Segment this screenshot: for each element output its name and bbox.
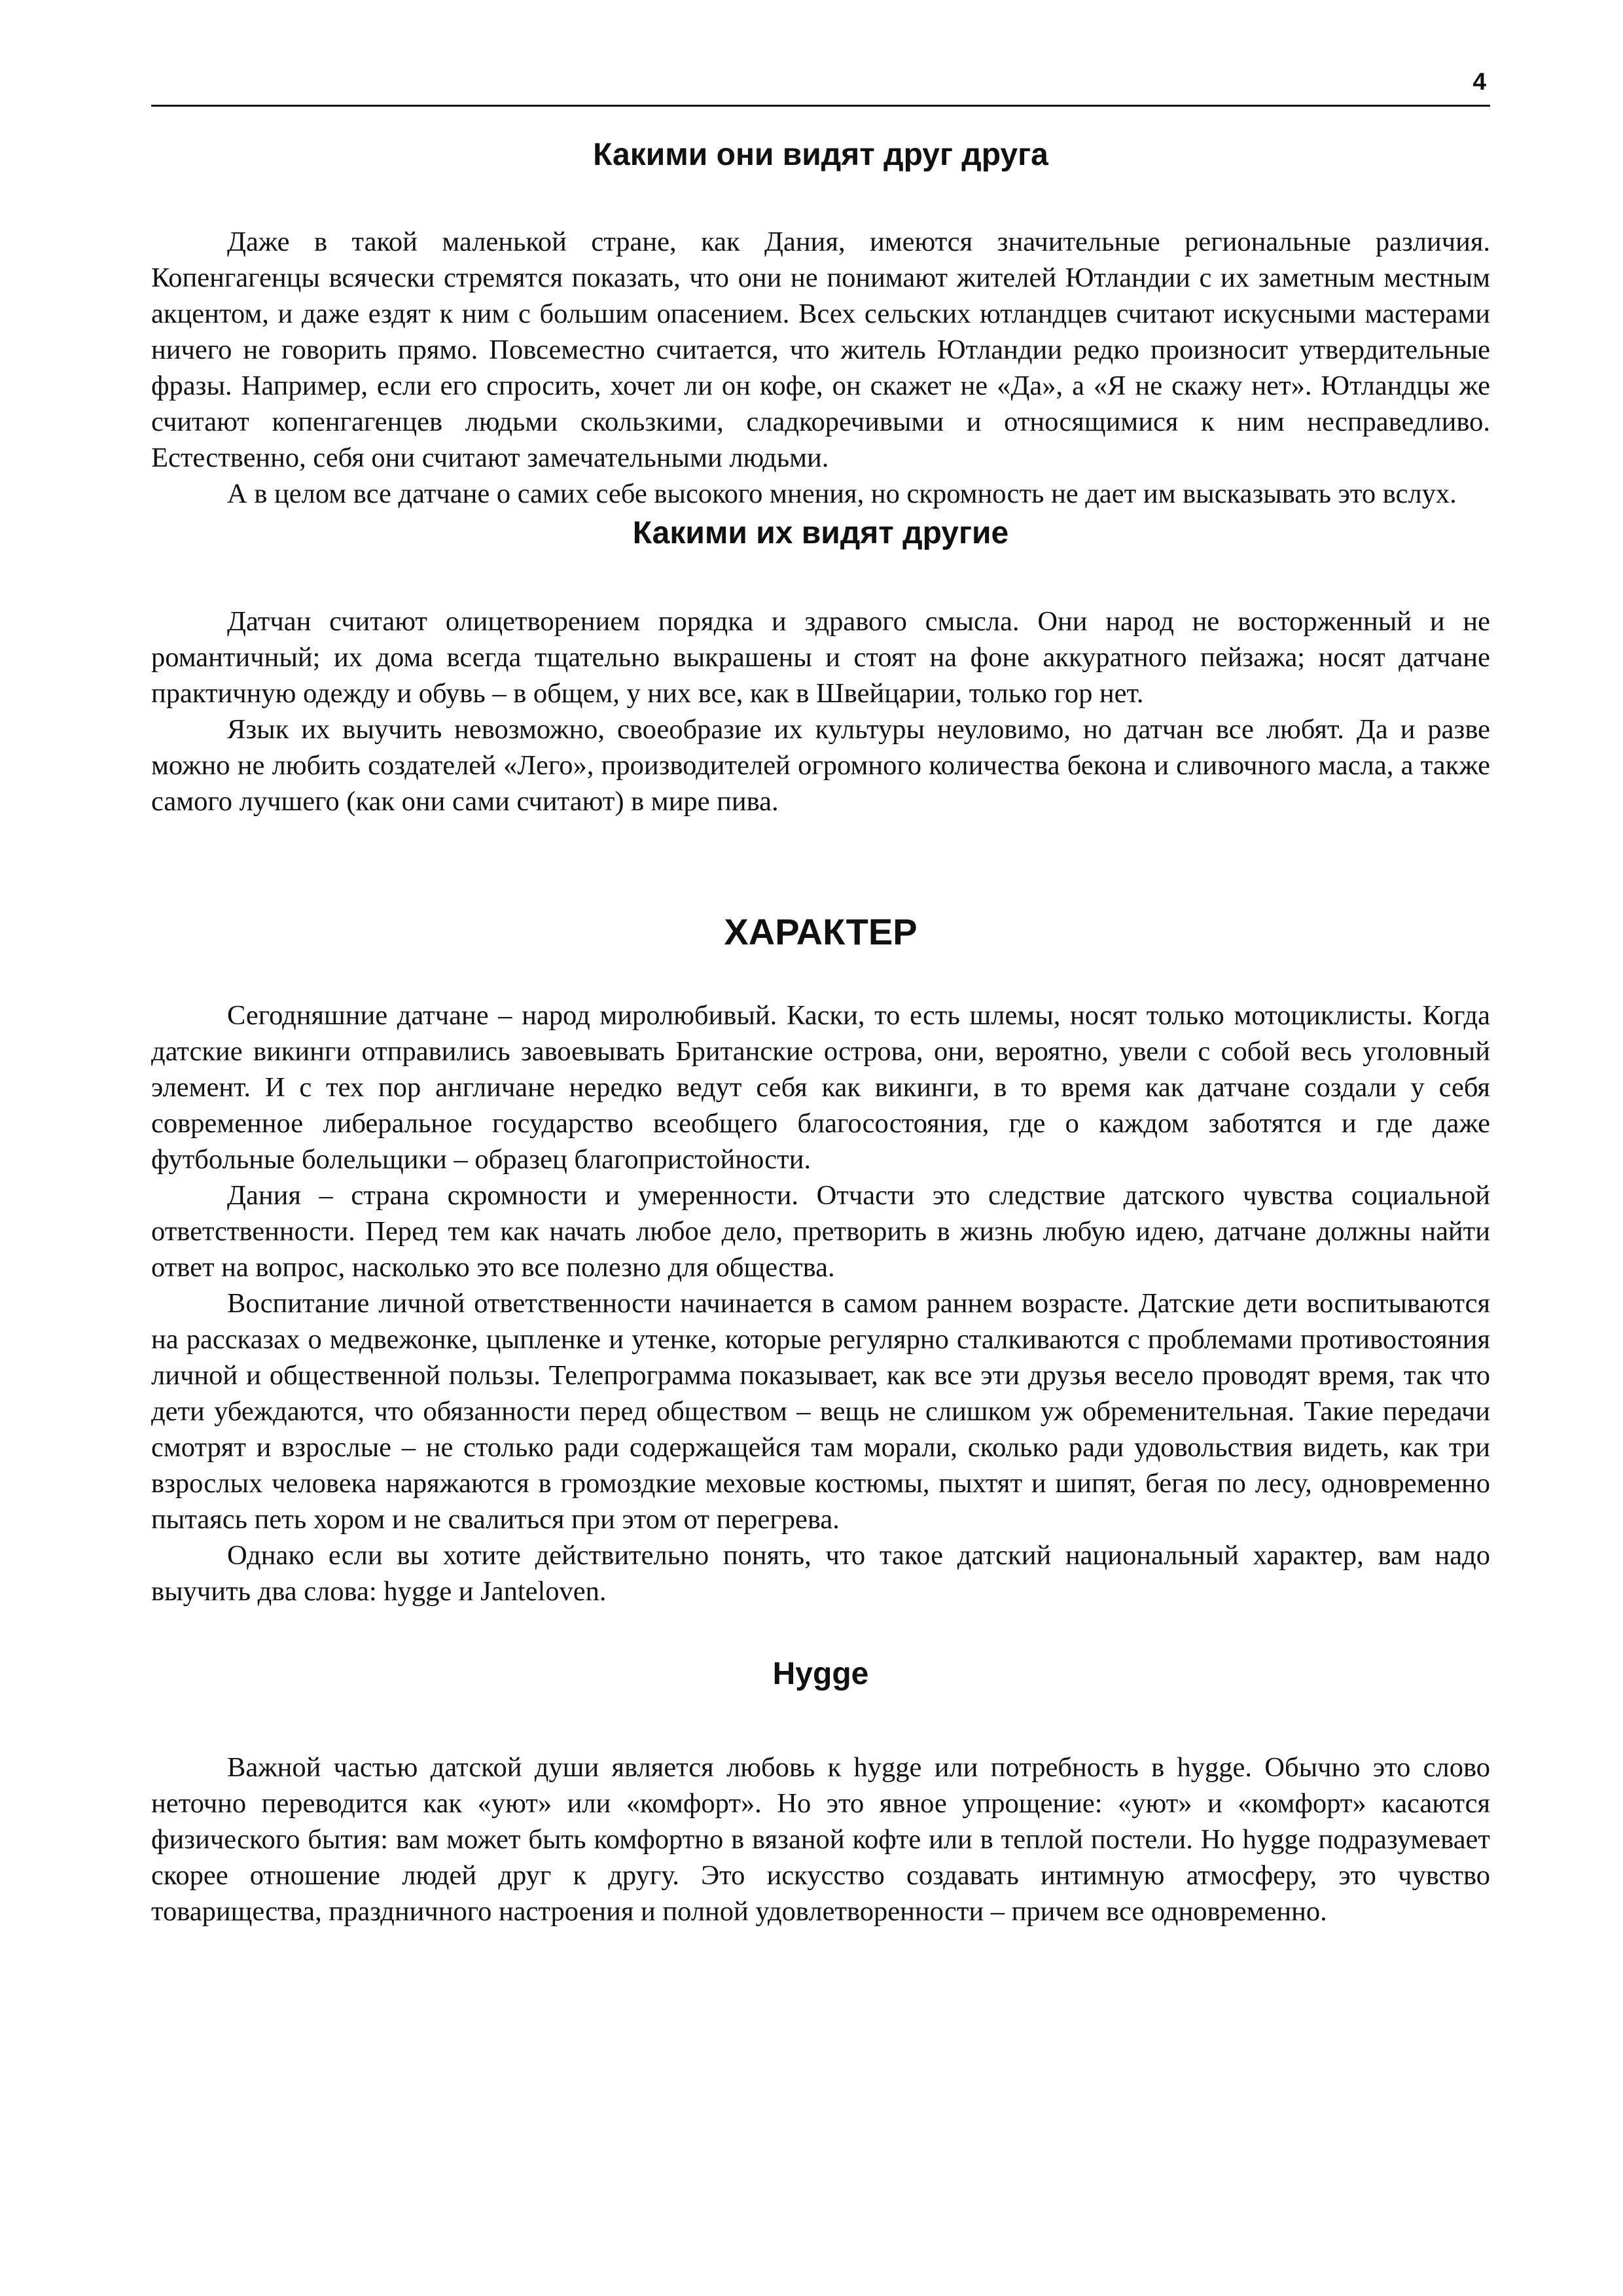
paragraph: Однако если вы хотите действительно понять, что такое датский национальный характер, вам надо выучить два слова: hygge и Janteloven.	[151, 1540, 1490, 1607]
paragraph: Сегодняшние датчане – народ миролюбивый. Каски, то есть шлемы, носят только мотоциклисты. Когда датские викинги отправились завоевывать Британские острова, они, вероятно, увели с собой весь уголовный элемент. И с тех пор англичане нередко ведут себя как викинги, в то время как датчане создали у себя современное либеральное государство всеобщего благосостояния, где о каждом заботятся и где даже футбольные болельщики – образец благопристойности.	[151, 1000, 1490, 1175]
section-heading: Hygge	[772, 1657, 869, 1692]
page-content	[151, 136, 1490, 1929]
paragraph: Датчан считают олицетворением порядка и здравого смысла. Они народ не восторженный и не романтичный; их дома всегда тщательно выкрашены и стоят на фоне аккуратного пейзажа; носят датчане практичную одежду и обувь – в общем, у них все, как в Швейцарии, только гор нет.	[151, 606, 1490, 709]
paragraph: Дания – страна скромности и умеренности. Отчасти это следствие датского чувства социальной ответственности. Перед тем как начать любое дело, претворить в жизнь любую идею, датчане должны найти ответ на вопрос, насколько это все полезно для общества.	[151, 1180, 1490, 1283]
paragraph: А в целом все датчане о самих себе высокого мнения, но скромность не дает им высказывать это вслух.	[227, 478, 1457, 509]
header-rule	[151, 105, 1490, 107]
section-heading: Какими они видят друг друга	[593, 137, 1048, 172]
paragraph: Важной частью датской души является любовь к hygge или потребность в hygge. Обычно это слово неточно переводится как «уют» или «комфорт». Но это явное упрощение: «уют» и «комфорт» касаются физического бытия: вам может быть комфортно в вязаной кофте или в теплой постели. Но hygge подразумевает скорее отношение людей друг к другу. Это искусство создавать интимную атмосферу, это чувство товарищества, праздничного настроения и полной удовлетворенности – причем все одновременно.	[151, 1751, 1490, 1927]
paragraph: Даже в такой маленькой стране, как Дания, имеются значительные региональные различия. Копенгагенцы всячески стремятся показать, что они не понимают жителей Ютландии с их заметным местным акцентом, и даже ездят к ним с большим опасением. Всех сельских ютландцев считают искусными мастерами ничего не говорить прямо. Повсеместно считается, что житель Ютландии редко произносит утвердительные фразы. Например, если его спросить, хочет ли он кофе, он скажет не «Да», а «Я не скажу нет». Ютландцы же считают копенгагенцев людьми скользкими, сладкоречивыми и относящимися к ним несправедливо. Естественно, себя они считают замечательными людьми.	[151, 226, 1490, 473]
section-heading: Какими их видят другие	[632, 515, 1009, 550]
chapter-heading: ХАРАКТЕР	[724, 911, 918, 953]
paragraph: Воспитание личной ответственности начинается в самом раннем возрасте. Датские дети воспитываются на рассказах о медвежонке, цыпленке и утенке, которые регулярно сталкиваются с проблемами противостояния личной и общественной пользы. Телепрограмма показывает, как все эти друзья весело проводят время, так что дети убеждаются, что обязанности перед обществом – вещь не слишком уж обременительная. Такие передачи смотрят и взрослые – не столько ради содержащейся там морали, сколько ради удовольствия видеть, как три взрослых человека наряжаются в громоздкие меховые костюмы, пыхтят и шипят, бегая по лесу, одновременно пытаясь петь хором и не свалиться при этом от перегрева.	[151, 1288, 1490, 1535]
paragraph: Язык их выучить невозможно, своеобразие их культуры неуловимо, но датчан все любят. Да и разве можно не любить создателей «Лего», производителей огромного количества бекона и сливочного масла, а также самого лучшего (как они сами считают) в мире пива.	[151, 714, 1490, 817]
page-number: 4	[1472, 68, 1486, 95]
